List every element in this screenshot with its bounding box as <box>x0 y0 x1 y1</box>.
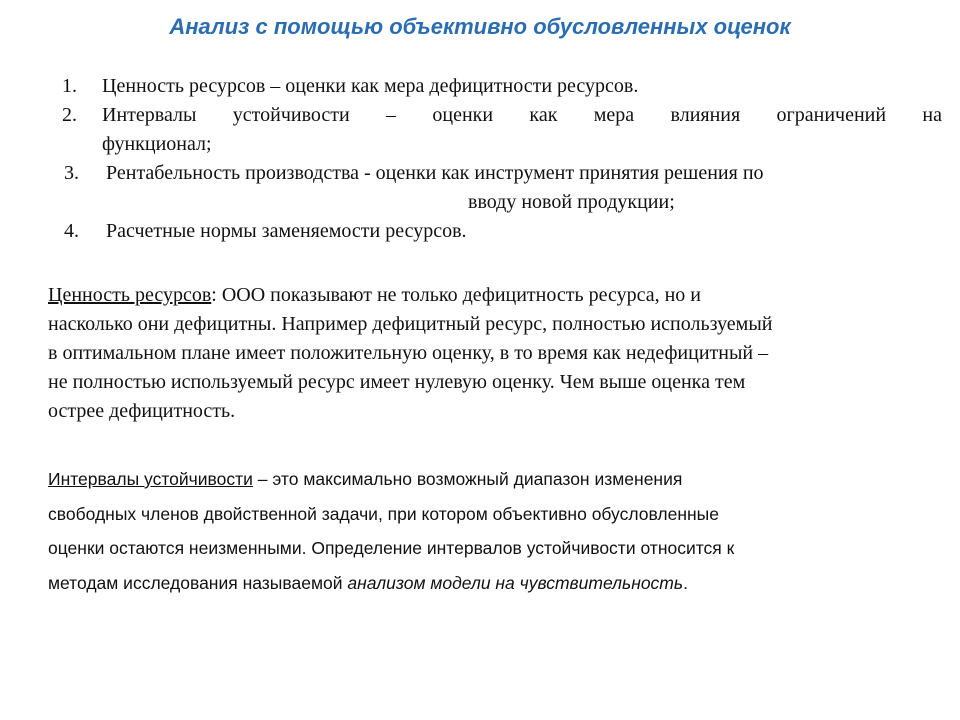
paragraph-text: методам исследования называемой <box>48 572 348 593</box>
list-item-text-continuation: функционал; <box>102 133 212 155</box>
list-item <box>0 72 960 101</box>
term-stability-intervals: Интервалы устойчивости <box>48 469 253 489</box>
paragraph-line <box>48 566 938 601</box>
resource-value-paragraph <box>48 281 928 426</box>
list-item-number: 4. <box>64 220 79 242</box>
term-resource-value: Ценность ресурсов <box>48 284 212 306</box>
paragraph-line: свободных членов двойственной задачи, при котором объективно обусловленные <box>48 503 719 524</box>
stability-intervals-paragraph <box>48 462 938 600</box>
list-item-text: Рентабельность производства - оценки как инструмент принятия решения по <box>106 162 764 184</box>
page-title: Анализ с помощью объективно обусловленных оценок <box>169 14 791 39</box>
paragraph-line: в оптимальном плане имеет положительную оценку, в то время как недефицитный – <box>48 342 769 364</box>
list-item-text: Расчетные нормы заменяемости ресурсов. <box>106 220 467 242</box>
list-item-text: Ценность ресурсов – оценки как мера дефицитности ресурсов. <box>102 75 639 97</box>
list-item-text-continuation: вводу новой продукции; <box>468 191 675 213</box>
list-item-text: Интервалы устойчивости – оценки как мера влияния ограничений на <box>102 104 942 126</box>
paragraph-line: не полностью используемый ресурс имеет нулевую оценку. Чем выше оценка тем <box>48 371 746 393</box>
paragraph-line: оценки остаются неизменными. Определение интервалов устойчивости относится к <box>48 538 735 558</box>
italic-term: анализом модели на чувствительность <box>347 572 684 593</box>
list-item-number: 3. <box>64 162 79 184</box>
list-item <box>0 159 960 217</box>
paragraph-text: – это максимально возможный диапазон изменения <box>252 469 683 489</box>
paragraph-line: насколько они дефицитны. Например дефицитный ресурс, полностью используемый <box>48 313 773 335</box>
list-item-number: 2. <box>62 104 77 126</box>
paragraph-line <box>48 281 928 310</box>
paragraph-line <box>48 462 938 497</box>
paragraph-text: : ООО показывают не только дефицитность ресурса, но и <box>211 284 702 306</box>
list-item-number: 1. <box>62 75 77 97</box>
paragraph-line: острее дефицитность. <box>48 400 236 422</box>
list-item <box>0 217 960 246</box>
paragraph-text: . <box>683 572 688 593</box>
list-item <box>0 101 960 159</box>
